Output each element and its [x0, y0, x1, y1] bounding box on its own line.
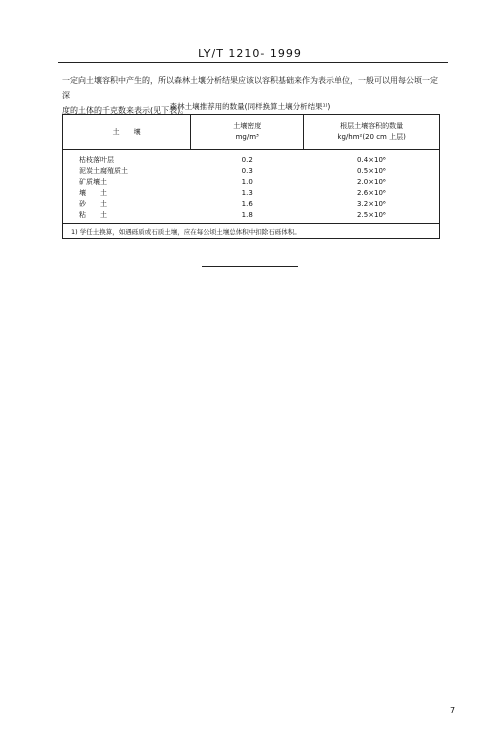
- cell-amount: 2.6×10⁶: [304, 187, 440, 198]
- cell-density: 1.6: [241, 199, 253, 208]
- table-title: 森林土壤推荐用的数量(同样换算土壤分析结果¹⁾): [169, 102, 331, 111]
- intro-line-2: 度的土体的千克数来表示(见下表)。: [62, 106, 189, 115]
- table-row: [63, 176, 440, 187]
- cell-soil: 砂 土: [63, 198, 191, 209]
- cell-density: 1.0: [241, 177, 253, 186]
- intro-line-1: 一定向土壤容积中产生的，所以森林土壤分析结果应该以容积基础来作为表示单位，一般可以用每公顷一定深: [62, 76, 438, 100]
- cell-density: 1.8: [241, 210, 253, 219]
- cell-density: 1.3: [241, 188, 253, 197]
- header-amount-label: 根层土壤容积的数量: [340, 122, 404, 130]
- cell-amount: 0.4×10⁶: [304, 154, 440, 165]
- document-code-header: LY/T 1210- 1999: [198, 47, 302, 60]
- table-footnote-row: [63, 224, 440, 239]
- header-density-unit: mg/m³: [235, 133, 259, 141]
- header-soil: 土 壤: [63, 115, 191, 150]
- cell-amount: 0.5×10⁶: [304, 165, 440, 176]
- cell-soil: 壤 土: [63, 187, 191, 198]
- header-amount-unit: kg/hm²(20 cm 上层): [337, 133, 406, 141]
- header-density-label: 土壤密度: [233, 122, 262, 130]
- header-amount: [304, 115, 440, 150]
- table-header-row: [63, 115, 440, 150]
- page-number: 7: [450, 706, 456, 715]
- header-divider: [58, 62, 448, 63]
- cell-soil: 枯枝落叶层: [63, 154, 191, 165]
- cell-density: 0.2: [241, 155, 253, 164]
- header-density: [191, 115, 304, 150]
- table-row: [63, 198, 440, 209]
- cell-soil: 泥炭土腐殖质土: [63, 165, 191, 176]
- cell-soil: 矿质壤土: [63, 176, 191, 187]
- cell-amount: 2.5×10⁶: [304, 209, 440, 224]
- table-row: [63, 187, 440, 198]
- cell-amount: 3.2×10⁶: [304, 198, 440, 209]
- table-row: [63, 209, 440, 224]
- cell-amount: 2.0×10⁶: [304, 176, 440, 187]
- table-footnote: 1) 学任土换算，如遇砾质或石质土壤，应在每公顷土壤总体积中扣除石砾体积。: [63, 224, 440, 239]
- cell-density: 0.3: [241, 166, 253, 175]
- cell-soil: 粘 土: [63, 209, 191, 224]
- soil-density-table: [62, 114, 440, 239]
- table-row: [63, 165, 440, 176]
- end-of-section-rule: [202, 266, 298, 267]
- table-row: [63, 154, 440, 165]
